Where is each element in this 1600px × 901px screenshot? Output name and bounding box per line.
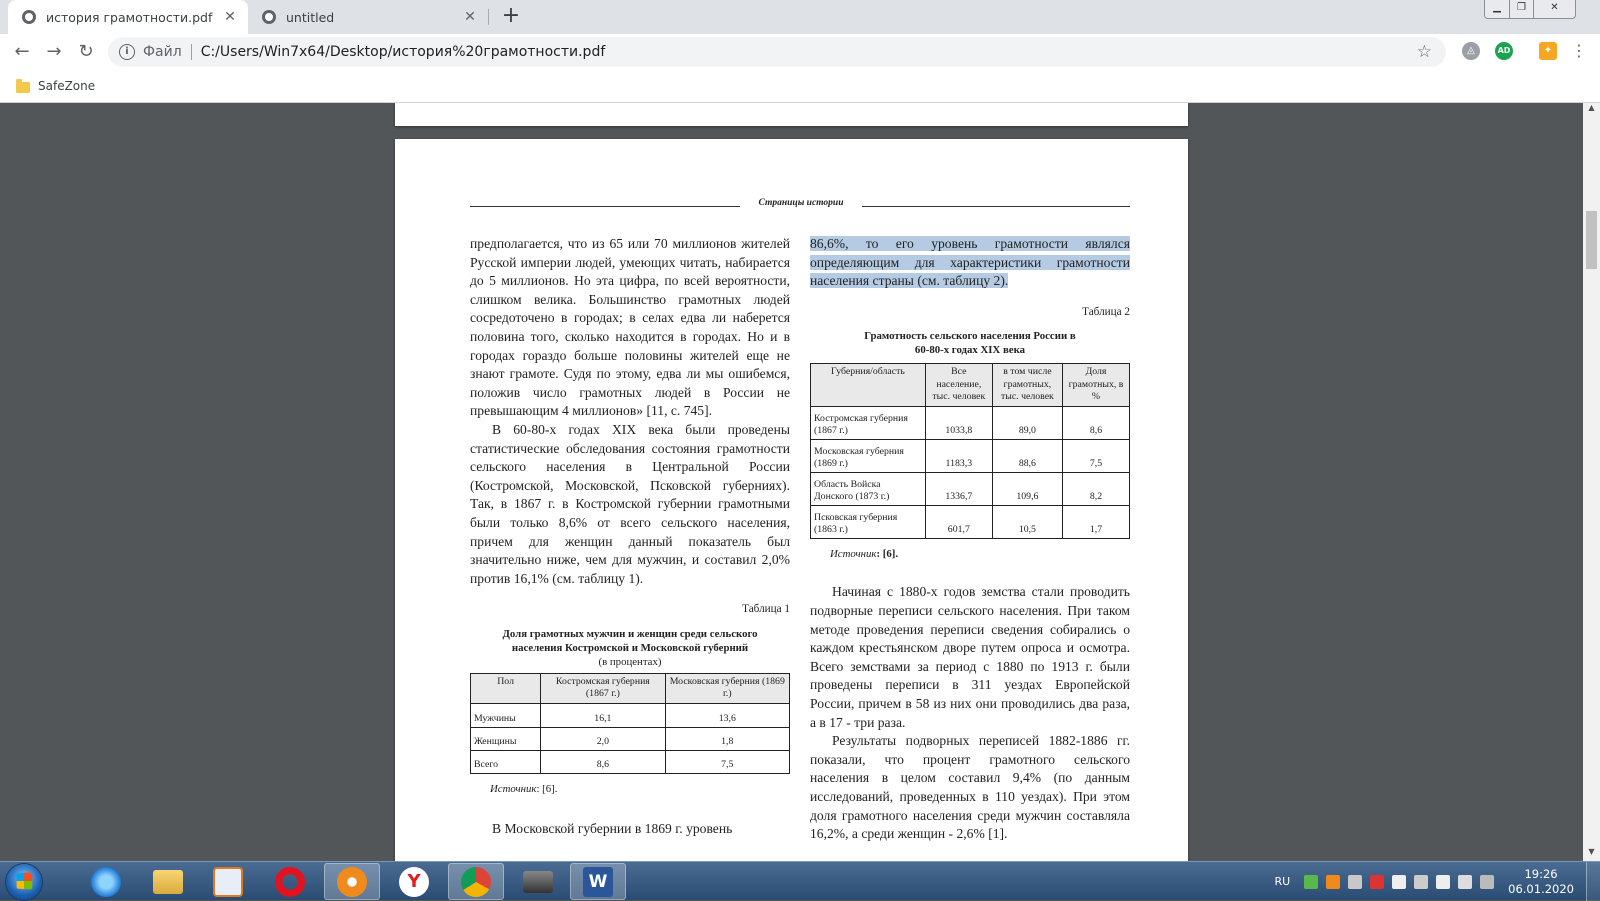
forward-icon[interactable]: → [46, 41, 62, 62]
table-header: Доля грамотных, в % [1062, 364, 1129, 407]
tray-app-icon[interactable] [1392, 875, 1406, 889]
paragraph-cutoff: В Московской губернии в 1869 г. уровень [492, 821, 733, 837]
system-tray [1274, 862, 1600, 901]
right-column [810, 235, 1130, 844]
tab-untitled[interactable] [248, 0, 488, 34]
scrollbar-thumb[interactable] [1586, 211, 1597, 269]
extension-fox-icon[interactable]: ✦ [1539, 42, 1557, 60]
media-player-icon [213, 867, 243, 897]
globe-icon [262, 10, 276, 24]
tray-app-icon[interactable] [1348, 875, 1362, 889]
tab-title: untitled [286, 9, 335, 25]
table-cell: Псковская губерния (1863 г.) [811, 505, 926, 538]
scroll-down-icon[interactable]: ▼ [1588, 847, 1595, 856]
folder-icon [16, 82, 30, 93]
minimize-button[interactable]: ▁ [1485, 0, 1509, 18]
url-text[interactable]: C:/Users/Win7x64/Desktop/история%20грамотности.pdf [200, 44, 606, 60]
paragraph: Результаты подворных переписей 1882-1886 гг. показали, что процент грамотного сельского населения в целом составил 9,4% (по данным исследований, проведенных в 110 уездах). При этом доля грамотного населения среди мужчин составляла 16,2%, а среди женщин - 2,6% [1]. [810, 733, 1130, 842]
table-cell: Область Войска Донского (1873 г.) [811, 472, 926, 505]
tab-strip [0, 0, 1600, 34]
word-icon: W [583, 867, 613, 897]
taskbar-yandex[interactable] [386, 863, 442, 900]
chrome-icon [461, 867, 491, 897]
table-cell: 89,0 [992, 406, 1062, 439]
table-cell: 1183,3 [925, 439, 992, 472]
reload-icon[interactable]: ↻ [78, 41, 94, 62]
globe-icon [22, 10, 36, 24]
tab-title: история грамотности.pdf [46, 9, 213, 25]
table-header: Костромская губерния (1867 г.) [541, 673, 665, 703]
table-cell: 1033,8 [925, 406, 992, 439]
table-header: Губерния/область [811, 364, 926, 407]
table1 [470, 673, 790, 774]
table-header-row [811, 364, 1130, 407]
close-icon[interactable]: ✕ [464, 9, 476, 25]
table2-source [830, 545, 1130, 564]
table-cell: 1,8 [665, 727, 789, 750]
bookmark-safezone[interactable]: SafeZone [38, 79, 96, 93]
table-cell: 8,2 [1062, 472, 1129, 505]
selected-text[interactable]: 86,6%, то его уровень грамотности являлся определяющим для характеристики грамотности населения страны (см. таблицу 2). [810, 236, 1130, 289]
pdf-viewer [0, 103, 1600, 861]
restore-button[interactable]: ❐ [1509, 0, 1533, 18]
table-row [471, 727, 790, 750]
close-icon[interactable]: ✕ [224, 9, 236, 25]
table-row [811, 406, 1130, 439]
running-head [470, 198, 1130, 212]
yandex-icon: Y [399, 867, 429, 897]
table-header: Московская губерния (1869 г.) [665, 673, 789, 703]
scroll-up-icon[interactable]: ▲ [1588, 103, 1595, 112]
table-row [811, 439, 1130, 472]
table-header: в том числе грамотных, тыс. человек [992, 364, 1062, 407]
clock[interactable] [1508, 867, 1574, 897]
table-cell: 8,6 [1062, 406, 1129, 439]
address-bar[interactable] [108, 37, 1446, 67]
table-row [471, 750, 790, 773]
taskbar-opera[interactable] [262, 863, 318, 900]
divider [191, 44, 192, 60]
taskbar-app-orange[interactable] [324, 863, 380, 900]
table-cell: 8,6 [541, 750, 665, 773]
source-ref: : [6]. [536, 782, 558, 795]
table-row [811, 472, 1130, 505]
show-desktop-button[interactable] [1586, 862, 1600, 901]
paragraph-selected[interactable] [810, 235, 1130, 291]
clock-date: 06.01.2020 [1508, 881, 1574, 896]
vertical-scrollbar[interactable] [1583, 103, 1600, 861]
table-cell: 109,6 [992, 472, 1062, 505]
language-indicator[interactable]: RU [1274, 875, 1291, 888]
table1-subtitle: (в процентах) [598, 655, 662, 668]
new-tab-button[interactable]: + [501, 3, 521, 28]
folder-icon [153, 870, 183, 894]
table2-caption: Таблица 2 [1082, 305, 1130, 318]
source-label: Источник [830, 547, 877, 560]
volume-icon[interactable] [1458, 875, 1472, 889]
table-header-row [471, 673, 790, 703]
taskbar [0, 861, 1600, 900]
internet-explorer-icon [91, 867, 121, 897]
table-cell: Всего [471, 750, 541, 773]
taskbar-chrome[interactable] [448, 863, 504, 900]
table-header: Все население, тыс. человек [925, 364, 992, 407]
table-cell: 16,1 [541, 703, 665, 727]
table-row [811, 505, 1130, 538]
adblock-icon[interactable]: AD [1495, 42, 1513, 60]
taskbar-ie[interactable] [78, 863, 134, 900]
extension-icon[interactable]: ◬ [1462, 42, 1480, 60]
opera-icon [275, 867, 305, 897]
table-cell: Костромская губерния (1867 г.) [811, 406, 926, 439]
rule-line [862, 206, 1130, 207]
taskbar-media[interactable] [200, 863, 256, 900]
info-icon[interactable]: i [119, 44, 135, 60]
table-cell: 2,0 [541, 727, 665, 750]
table1-title: Доля грамотных мужчин и женщин среди сельского населения Костромской и Московской губерний [502, 627, 758, 654]
url-scheme: Файл [143, 44, 182, 60]
paragraph: предполагается, что из 65 или 70 миллионов жителей Русской империи людей, умеющих читать, набирается до 5 миллионов. Но эта цифра, по всей вероятности, слишком велика. Большинство грамотных людей сосредоточено в городах; в селах едва ли наберется половина того, сколько находится в городах. Но и в городах гораздо больше половины жителей еще не знают грамоте. Судя по этому, едва ли мы ошибемся, положив число грамотных людей в России не превышающим 4 миллионов» [11, с. 745]. [470, 236, 790, 419]
browser-chrome [0, 0, 1600, 103]
bookmark-star-icon[interactable]: ☆ [1416, 42, 1432, 62]
table-cell: 10,5 [992, 505, 1062, 538]
back-icon[interactable]: ← [14, 41, 30, 62]
window-controls [1484, 0, 1576, 19]
clock-time: 19:26 [1524, 866, 1558, 881]
tab-pdf[interactable] [8, 0, 248, 34]
table-cell: 13,6 [665, 703, 789, 727]
table-cell: 7,5 [1062, 439, 1129, 472]
table-cell: 601,7 [925, 505, 992, 538]
table-cell: Мужчины [471, 703, 541, 727]
table-header: Пол [471, 673, 541, 703]
table2-title: Грамотность сельского населения России в 60-80-х годах XIX века [864, 330, 1076, 357]
source-ref: : [6]. [876, 547, 899, 560]
action-center-icon[interactable] [1480, 875, 1494, 889]
table-cell: Московская губерния (1869 г.) [811, 439, 926, 472]
pdf-page [395, 139, 1188, 861]
table1-source [490, 780, 790, 799]
printer-icon [523, 871, 553, 893]
table-cell: 1,7 [1062, 505, 1129, 538]
menu-icon[interactable]: ⋮ [1571, 41, 1587, 60]
toolbar [0, 34, 1600, 70]
settings-wheel-icon [337, 867, 367, 897]
taskbar-printer[interactable] [510, 863, 566, 900]
previous-page [395, 103, 1188, 126]
table-row [471, 703, 790, 727]
window-close-button[interactable]: ✕ [1533, 0, 1575, 18]
running-head-text: Страницы истории [758, 198, 844, 208]
bookmarks-bar [0, 70, 1600, 103]
network-app-icon[interactable] [1304, 875, 1318, 889]
network-icon[interactable] [1436, 875, 1450, 889]
tray-app-icon[interactable] [1326, 875, 1340, 889]
rule-line [470, 206, 740, 207]
tab-separator [488, 9, 489, 25]
pdf-tray-icon[interactable] [1370, 875, 1384, 889]
table1-caption: Таблица 1 [742, 603, 790, 616]
taskbar-explorer[interactable] [140, 863, 196, 900]
tray-app-icon[interactable] [1414, 875, 1428, 889]
table-cell: 7,5 [665, 750, 789, 773]
paragraph: В 60-80-х годах XIX века были проведены статистические обследования состояния грамотности сельского населения в Центральной России (Костромской, Московской, Псковской губерниях). Так, в 1867 г. в Костромской губернии грамотными были только 8,6% от всего сельского населения, причем для женщин данный показатель был значительно ниже, чем для мужчин, и составил 2,0% против 16,1% (см. таблицу 1). [470, 421, 790, 586]
paragraph: Начиная с 1880-х годов земства стали проводить подворные переписи сельского населения. При таком методе проведения переписи сведения собирались о каждом крестьянском дворе путем опроса и осмотра. Всего земствами за период с 1880 по 1913 г. были проведены переписи в 311 уездах Европейской России, причем в 58 из них они проводились два раза, а в 17 - три раза. [810, 584, 1130, 730]
table-cell: 1336,7 [925, 472, 992, 505]
start-button[interactable] [6, 864, 42, 900]
windows-logo-icon [17, 873, 33, 890]
taskbar-word[interactable] [570, 863, 626, 900]
source-label: Источник [490, 782, 537, 795]
table-cell: 88,6 [992, 439, 1062, 472]
left-column [470, 235, 790, 839]
table2 [810, 363, 1130, 539]
table-cell: Женщины [471, 727, 541, 750]
